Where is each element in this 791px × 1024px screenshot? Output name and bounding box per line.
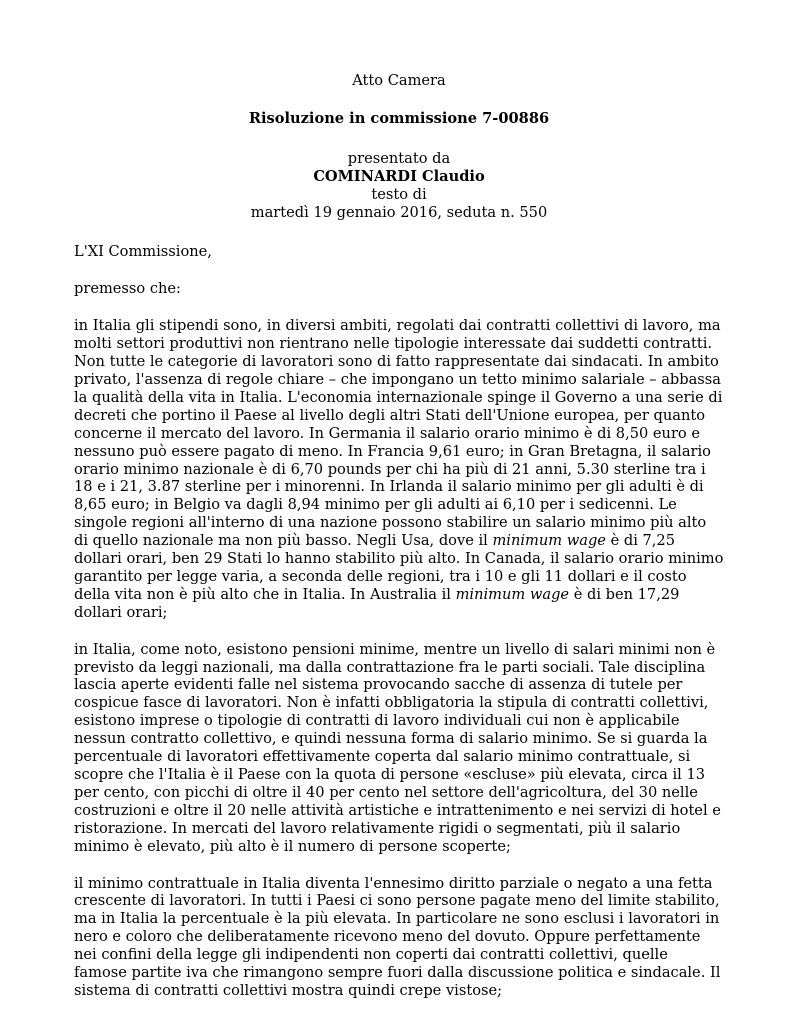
premise-line: premesso che: [74,280,181,298]
paragraph-3: il minimo contrattuale in Italia diventa l'ennesimo diritto parziale o negato a una fetta crescente di lavoratori. In tutti i Paesi ci sono persone pagate meno del limite stabilito, ma in Italia la percentuale è la più elevata. In particolare ne sono esclusi i lavoratori in nero e coloro che deliberatamente ricevono meno del dovuto. Oppure perfettamente nei confini della legge gli indipendenti non coperti dai contratti collettivi, quelle famose partite iva che rimangono sempre fuori dalla discussione politica e sindacale. Il sistema di contratti collettivi mostra quindi crepe vistose; [74,874,721,999]
document-page [74,72,724,1019]
paragraph-1-text-c: è di ben 17,29 dollari orari; [74,585,680,621]
minimum-wage-term-1: minimum wage [492,532,606,550]
act-type: Atto Camera [352,72,446,89]
presented-by-label: presentato da [347,149,451,167]
document-title: Risoluzione in commissione 7-00886 [248,109,550,127]
document-header-info [74,150,724,222]
presenter-name: COMINARDI Claudio [313,167,485,185]
paragraph-1 [74,317,724,621]
date-session: martedì 19 gennaio 2016, seduta n. 550 [250,203,548,221]
minimum-wage-term-2: minimum wage [455,585,570,603]
paragraph-1-text-a: in Italia gli stipendi sono, in diversi ambiti, regolati dai contratti collettivi di lavoro, ma molti settori produttivi non rientrano nelle tipologie interessate dai suddetti contratti. Non tutte le categorie di lavoratori sono di fatto rappresentate dai sindacati. In ambito privato, l'assenza di regole chiare – che impongano un tetto minimo salariale – abbassa la qualità della vita in Italia. L'economia internazionale spinge il Governo a una serie di decreti che portino il Paese al livello degli altri Stati dell'Unione europea, per quanto concerne il mercato del lavoro. In Germania il salario orario minimo è di 8,50 euro e nessuno può essere pagato di meno. In Francia 9,61 euro; in Gran Bretagna, il salario orario minimo nazionale è di 6,70 pounds per chi ha più di 21 anni, 5.30 sterline tra i 18 e i 21, 3.87 sterline per i minorenni. In Irlanda il salario minimo per gli adulti è di 8,65 euro; in Belgio va dagli 8,94 minimo per gli adulti ai 6,10 per i sedicenni. Le singole regioni all'interno di una nazione possono stabilire un salario minimo più alto di quello nazionale ma non più basso. Negli Usa, dove il [74,317,723,550]
salutation: L'XI Commissione, [74,243,212,261]
paragraph-2: in Italia, come noto, esistono pensioni minime, mentre un livello di salari minimi non è previsto da leggi nazionali, ma dalla contrattazione fra le parti sociali. Tale disciplina lascia aperte evidenti falle nel sistema provocando sacche di assenza di tutele per cospicue fasce di lavoratori. Non è infatti obbligatoria la stipula di contratti collettivi, esistono imprese o tipologie di contratti di lavoro individuali cui non è applicabile nessun contratto collettivo, e quindi nessuna forma di salario minimo. Se si guarda la percentuale di lavoratori effettivamente coperta dal salario minimo contrattuale, si scopre che l'Italia è il Paese con la quota di persone «escluse» più elevata, circa il 13 per cento, con picchi di oltre il 40 per cento nel settore dell'agricoltura, del 30 nelle costruzioni e oltre il 20 nelle attività artistiche e intrattenimento e nei servizi di hotel e ristorazione. In mercati del lavoro relativamente rigidi o segmentati, più il salario minimo è elevato, più alto è il numero di persone scoperte; [74,640,721,855]
text-label: testo di [371,185,427,203]
paragraph-1-text-b: è di 7,25 dollari orari, ben 29 Stati lo hanno stabilito più alto. In Canada, il salario orario minimo garantito per legge varia, a seconda delle regioni, tra i 10 e gli 11 dollari e il costo della vita non è più alto che in Italia. In Australia il [74,532,724,603]
